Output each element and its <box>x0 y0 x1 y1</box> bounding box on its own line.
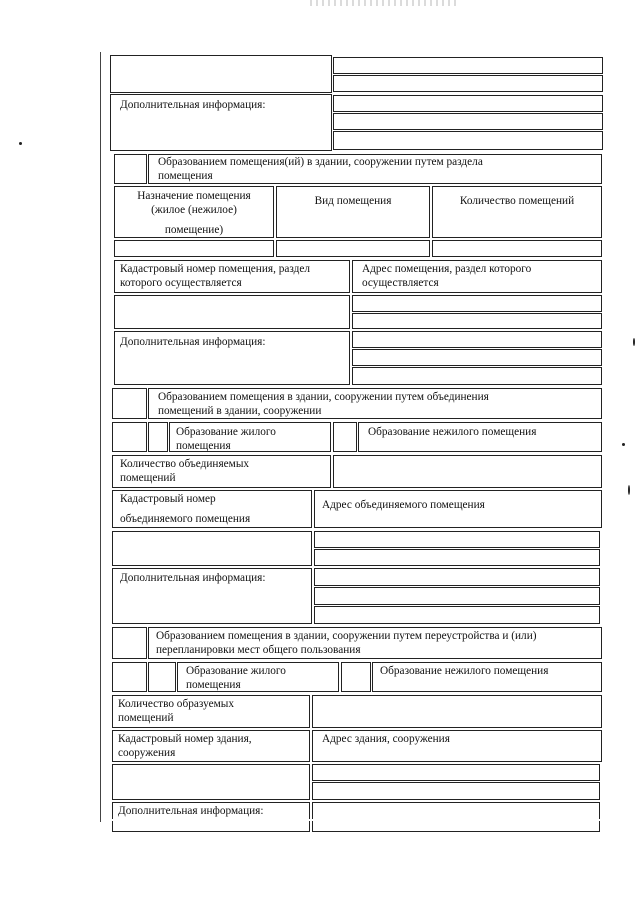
division-info-line-2[interactable] <box>352 349 602 366</box>
merge-info-line-3[interactable] <box>314 606 600 624</box>
scan-speck <box>628 485 630 495</box>
merge-nonresidential-label: Образование нежилого помещения <box>368 426 537 438</box>
merge-cadastral-line1: Кадастровый номер <box>120 493 216 505</box>
merge-info-line-1[interactable] <box>314 568 600 586</box>
division-purpose-line3: помещение) <box>164 224 224 236</box>
rebuild-count-line2: помещений <box>118 712 174 724</box>
division-title-line2: помещения <box>158 170 213 182</box>
division-info-line-3[interactable] <box>352 367 602 385</box>
division-checkbox[interactable] <box>114 154 147 184</box>
merge-title-line1: Образованием помещения в здании, сооружении путем объединения <box>158 391 489 403</box>
division-kind-header <box>276 186 430 238</box>
merge-info-line-2[interactable] <box>314 587 600 605</box>
page-cut-edge <box>110 819 605 821</box>
division-kind-value[interactable] <box>276 240 430 257</box>
merge-address-value-2[interactable] <box>314 549 600 566</box>
top-additional-info-label: Дополнительная информация: <box>120 99 266 111</box>
division-kind-label: Вид помещения <box>314 195 392 207</box>
division-count-value[interactable] <box>432 240 602 257</box>
application-form-page <box>110 55 605 821</box>
rebuild-checkbox[interactable] <box>112 627 147 659</box>
division-cadastral-line1: Кадастровый номер помещения, раздел <box>120 263 311 275</box>
division-cadastral-line2: которого осуществляется <box>120 277 242 289</box>
merge-nonresidential-checkbox[interactable] <box>333 422 357 452</box>
rebuild-nonresidential-checkbox[interactable] <box>341 662 371 692</box>
merge-count-value[interactable] <box>333 455 602 488</box>
merge-residential-line1: Образование жилого <box>176 426 276 438</box>
rebuild-count-value[interactable] <box>312 695 602 728</box>
merge-address-value-1[interactable] <box>314 531 600 548</box>
rebuild-residential-checkbox[interactable] <box>148 662 176 692</box>
merge-residential-checkbox[interactable] <box>148 422 168 452</box>
rebuild-cadastral-line2: сооружения <box>118 747 176 759</box>
rebuild-address-label: Адрес здания, сооружения <box>322 733 450 745</box>
division-address-line1: Адрес помещения, раздел которого <box>362 263 532 275</box>
scan-speck <box>633 338 635 346</box>
scan-speck <box>19 142 22 145</box>
merge-checkbox[interactable] <box>112 388 147 419</box>
rebuild-address-value-2[interactable] <box>312 782 600 800</box>
division-purpose-line1: Назначение помещения <box>137 190 251 202</box>
rebuild-cadastral-value[interactable] <box>112 764 310 800</box>
rebuild-address-value-1[interactable] <box>312 764 600 781</box>
rebuild-blank-cell <box>112 662 147 692</box>
merge-residential-line2: помещения <box>176 440 231 452</box>
division-address-value-1[interactable] <box>352 295 602 312</box>
rebuild-count-line1: Количество образуемых <box>118 698 234 710</box>
division-count-header <box>432 186 602 238</box>
merge-address-label: Адрес объединяемого помещения <box>322 499 485 511</box>
division-additional-info-label: Дополнительная информация: <box>120 336 266 348</box>
top-right-field-1[interactable] <box>333 57 603 74</box>
scan-speck <box>622 443 625 446</box>
merge-title-line2: помещений в здании, сооружении <box>158 405 322 417</box>
merge-blank-cell <box>112 422 147 452</box>
rebuild-residential-line2: помещения <box>186 679 241 691</box>
top-right-field-2[interactable] <box>333 75 603 92</box>
top-right-field-3[interactable] <box>333 95 603 112</box>
division-title-line1: Образованием помещения(ий) в здании, сооружении путем раздела <box>158 156 483 168</box>
merge-count-line1: Количество объединяемых <box>120 458 250 470</box>
division-address-value-2[interactable] <box>352 313 602 329</box>
scan-artifact-top <box>310 0 460 6</box>
rebuild-additional-info-label: Дополнительная информация: <box>118 805 264 817</box>
rebuild-nonresidential-label: Образование нежилого помещения <box>380 665 549 677</box>
top-right-field-5[interactable] <box>333 131 603 150</box>
division-address-line2: осуществляется <box>362 277 439 289</box>
merge-cadastral-value[interactable] <box>112 531 312 566</box>
merge-count-line2: помещений <box>120 472 176 484</box>
division-purpose-value[interactable] <box>114 240 274 257</box>
rebuild-title-line1: Образованием помещения в здании, сооружении путем переустройства и (или) <box>156 630 537 642</box>
rebuild-title-line2: перепланировки мест общего пользования <box>156 644 361 656</box>
top-right-field-4[interactable] <box>333 113 603 130</box>
division-purpose-line2: (жилое (нежилое) <box>151 204 237 216</box>
division-cadastral-value[interactable] <box>114 295 350 329</box>
rebuild-residential-line1: Образование жилого <box>186 665 286 677</box>
merge-cadastral-line2: объединяемого помещения <box>120 513 251 525</box>
merge-additional-info-label: Дополнительная информация: <box>120 572 266 584</box>
left-margin-line <box>100 52 101 822</box>
division-count-label: Количество помещений <box>459 195 575 207</box>
rebuild-info-line-1[interactable] <box>312 802 600 832</box>
division-info-line-1[interactable] <box>352 331 602 348</box>
top-left-field[interactable] <box>110 55 332 93</box>
rebuild-cadastral-line1: Кадастровый номер здания, <box>118 733 252 745</box>
